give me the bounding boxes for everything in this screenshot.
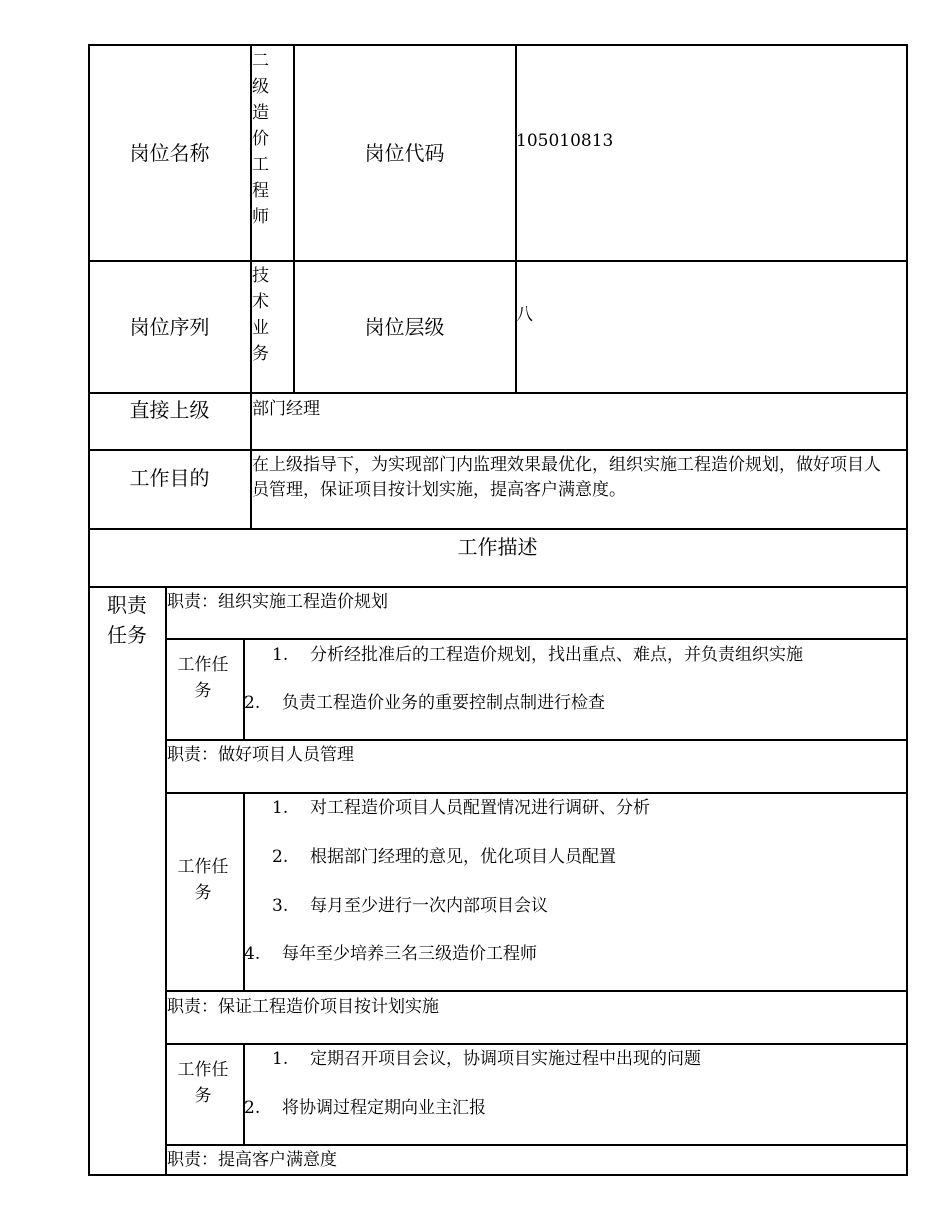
task-number: 2. <box>244 693 261 713</box>
task-text: 将协调过程定期向业主汇报 <box>282 1098 486 1118</box>
rule-d2 <box>165 739 907 741</box>
post-series-label: 岗位序列 <box>129 314 210 339</box>
task-text: 对工程造价项目人员配置情况进行调研、分析 <box>310 798 650 818</box>
rule-d4 <box>165 990 907 992</box>
rule-col-c <box>515 44 517 393</box>
task-number: 2. <box>244 1098 261 1118</box>
task-label-1: 工作任务 <box>177 655 229 701</box>
purpose-label: 工作目的 <box>129 466 210 490</box>
task-text: 定期召开项目会议，协调项目实施过程中出现的问题 <box>310 1049 701 1069</box>
task-text: 每月至少进行一次内部项目会议 <box>310 896 548 916</box>
task-number: 1. <box>272 1049 289 1069</box>
duty-3-task-2 <box>244 1097 486 1119</box>
duty-2: 职责：做好项目人员管理 <box>167 745 354 765</box>
post-code-label: 岗位代码 <box>364 140 445 165</box>
task-number: 1. <box>272 645 289 665</box>
duty-4: 职责：提高客户满意度 <box>167 1150 337 1170</box>
duty-1-task-2 <box>244 692 605 714</box>
post-series-value: 技术业务 <box>252 266 269 364</box>
post-code-value: 105010813 <box>516 131 614 151</box>
task-label-2: 工作任务 <box>177 857 229 903</box>
duty-2-task-3 <box>272 895 548 917</box>
task-number: 2. <box>272 847 289 867</box>
border-right <box>906 44 908 1176</box>
duty-1: 职责：组织实施工程造价规划 <box>167 592 388 612</box>
post-name-label: 岗位名称 <box>129 140 210 165</box>
rule-d6 <box>165 1144 907 1146</box>
border-bottom <box>88 1174 907 1176</box>
rule-d1 <box>165 638 907 640</box>
task-number: 4. <box>244 944 261 964</box>
task-number: 3. <box>272 896 289 916</box>
task-text: 分析经批准后的工程造价规划，找出重点、难点，并负责组织实施 <box>310 645 803 665</box>
post-level-value: 八 <box>516 305 533 325</box>
duty-2-task-2 <box>272 846 616 868</box>
duty-2-task-1 <box>272 797 650 819</box>
rule-task-col-1 <box>243 638 245 740</box>
post-level-label: 岗位层级 <box>364 314 445 339</box>
task-text: 每年至少培养三名三级造价工程师 <box>282 944 537 964</box>
duty-1-task-1 <box>272 644 803 666</box>
rule-d3 <box>165 792 907 794</box>
superior-label: 直接上级 <box>129 398 210 422</box>
purpose-value: 在上级指导下，为实现部门内监理效果最优化，组织实施工程造价规划，做好项目人员管理，保证项目按计划实施，提高客户满意度。 <box>252 455 881 500</box>
rule-row3 <box>88 449 907 451</box>
duty-2-task-4 <box>244 943 537 965</box>
rule-row2 <box>88 392 907 394</box>
duty-task-side-label: 职责任务 <box>107 593 147 647</box>
post-name-value: 二级造价工程师 <box>252 51 269 227</box>
task-text: 根据部门经理的意见，优化项目人员配置 <box>310 847 616 867</box>
task-number: 1. <box>272 798 289 818</box>
task-label-3: 工作任务 <box>177 1060 229 1106</box>
rule-row4 <box>88 528 907 530</box>
task-text: 负责工程造价业务的重要控制点制进行检查 <box>282 693 605 713</box>
rule-task-col-3 <box>243 1043 245 1145</box>
superior-value: 部门经理 <box>252 399 320 419</box>
rule-row5 <box>88 586 907 588</box>
duty-3: 职责：保证工程造价项目按计划实施 <box>167 997 439 1017</box>
rule-d5 <box>165 1043 907 1045</box>
rule-side-col <box>165 586 167 1175</box>
duty-3-task-1 <box>272 1048 701 1070</box>
description-title: 工作描述 <box>457 535 538 559</box>
